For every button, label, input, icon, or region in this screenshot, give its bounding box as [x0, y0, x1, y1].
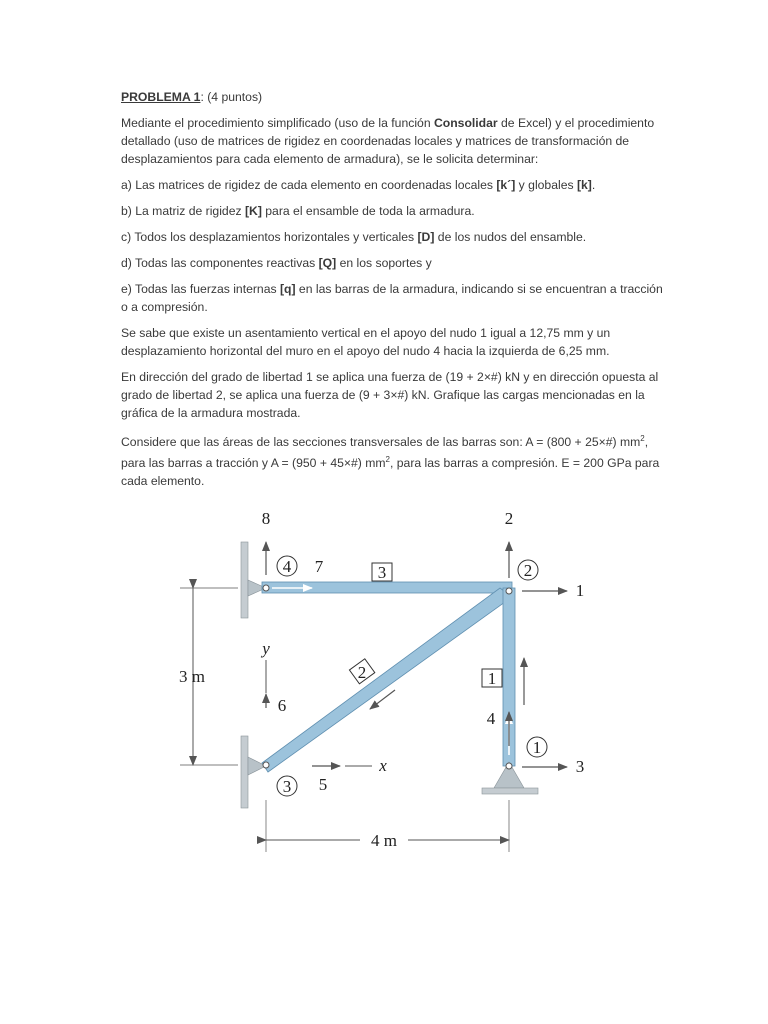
item-e-bold: [q]	[279, 282, 296, 296]
item-a-text2: y globales	[515, 178, 577, 192]
wall-support-top	[241, 542, 266, 618]
joint-node-3	[263, 762, 269, 768]
truss-figure	[0, 500, 768, 870]
member-1-label: 1	[487, 669, 497, 688]
item-b-text2: para el ensamble de toda la armadura.	[261, 204, 475, 218]
node-4-label: 4	[282, 557, 292, 576]
item-a-text1: a) Las matrices de rigidez de cada elemento en coordenadas locales	[121, 178, 497, 192]
member-2-label: 2	[357, 663, 367, 682]
joint-node-1	[506, 763, 512, 769]
item-b	[121, 202, 666, 220]
problem-title	[121, 88, 666, 106]
item-c	[121, 228, 666, 246]
areas-sup1: 2	[640, 434, 645, 443]
item-e	[121, 280, 666, 316]
item-e-text2: en las barras de la armadura, indicando si se encuentran a tracción o a compresión.	[121, 282, 663, 314]
intro-text-a: Mediante el procedimiento simplificado (uso de la función	[121, 116, 434, 130]
dof-2-label: 2	[504, 509, 514, 528]
item-d-bold: [Q]	[318, 256, 337, 270]
member-3-label: 3	[377, 563, 387, 582]
item-a	[121, 176, 666, 194]
item-c-text1: c) Todos los desplazamientos horizontales y verticales	[121, 230, 418, 244]
item-a-bold2: [k]	[576, 178, 592, 192]
item-b-bold: [K]	[244, 204, 262, 218]
dof-1-label: 1	[575, 581, 585, 600]
y-axis-label: y	[262, 639, 270, 658]
intro-bold: Consolidar	[433, 116, 498, 130]
x-axis-label: x	[379, 756, 387, 775]
areas-text1: Considere que las áreas de las secciones transversales de las barras son: A = (800 + 25×#) mm	[121, 435, 641, 450]
problem-title-label: PROBLEMA 1	[121, 90, 201, 104]
joint-node-4	[263, 585, 269, 591]
areas-sup2: 2	[385, 455, 390, 465]
dimension-height-label: 3 m	[179, 667, 205, 686]
problem-text	[121, 88, 666, 498]
areas-paragraph	[121, 430, 666, 490]
item-c-text2: de los nudos del ensamble.	[434, 230, 587, 244]
areas-text2: , para las barras a tracción y A = (950 + 45×#) mm	[121, 435, 649, 471]
intro-paragraph	[121, 114, 666, 168]
wall-support-bottom	[241, 736, 266, 808]
item-a-bold1: [k´]	[496, 178, 516, 192]
dof-6-label: 6	[277, 696, 287, 715]
joint-node-2	[506, 588, 512, 594]
intro-text-b: de Excel) y el procedimiento detallado (uso de matrices de rigidez en coordenadas locales y matrices de transformación de desplazamientos para cada elemento de armadura), se le solicita determinar:	[121, 116, 655, 166]
forces-paragraph: En dirección del grado de libertad 1 se aplica una fuerza de (19 + 2×#) kN y en dirección opuesta al grado de libertad 2, se aplica una fuerza de (9 + 3×#) kN. Grafique las cargas mencionadas en la gráfica de la armadura mostrada.	[121, 370, 659, 420]
item-e-text1: e) Todas las fuerzas internas	[121, 282, 280, 296]
item-c-bold: [D]	[417, 230, 435, 244]
item-d	[121, 254, 666, 272]
settlement-paragraph: Se sabe que existe un asentamiento vertical en el apoyo del nudo 1 igual a 12,75 mm y un desplazamiento horizontal del muro en el apoyo del nudo 4 hacia la izquierda de 6,25 mm.	[121, 326, 611, 358]
dof-4-label: 4	[486, 709, 496, 728]
node-2-label: 2	[523, 561, 533, 580]
dof-8-label: 8	[261, 509, 271, 528]
dof-5-label: 5	[318, 775, 328, 794]
node-1-label: 1	[532, 738, 542, 757]
areas-text3: , para las barras a compresión. E = 200 GPa para cada elemento.	[121, 456, 660, 489]
item-b-text1: b) La matriz de rigidez	[121, 204, 245, 218]
dimension-width-label: 4 m	[371, 831, 397, 850]
item-d-text2: en los soportes y	[336, 256, 432, 270]
problem-title-points: : (4 puntos)	[200, 90, 263, 104]
item-d-text1: d) Todas las componentes reactivas	[121, 256, 319, 270]
dof-7-label: 7	[314, 557, 324, 576]
dof-3-label: 3	[575, 757, 585, 776]
node-3-label: 3	[282, 777, 292, 796]
member-2	[262, 588, 512, 772]
item-a-text3: .	[591, 178, 596, 192]
